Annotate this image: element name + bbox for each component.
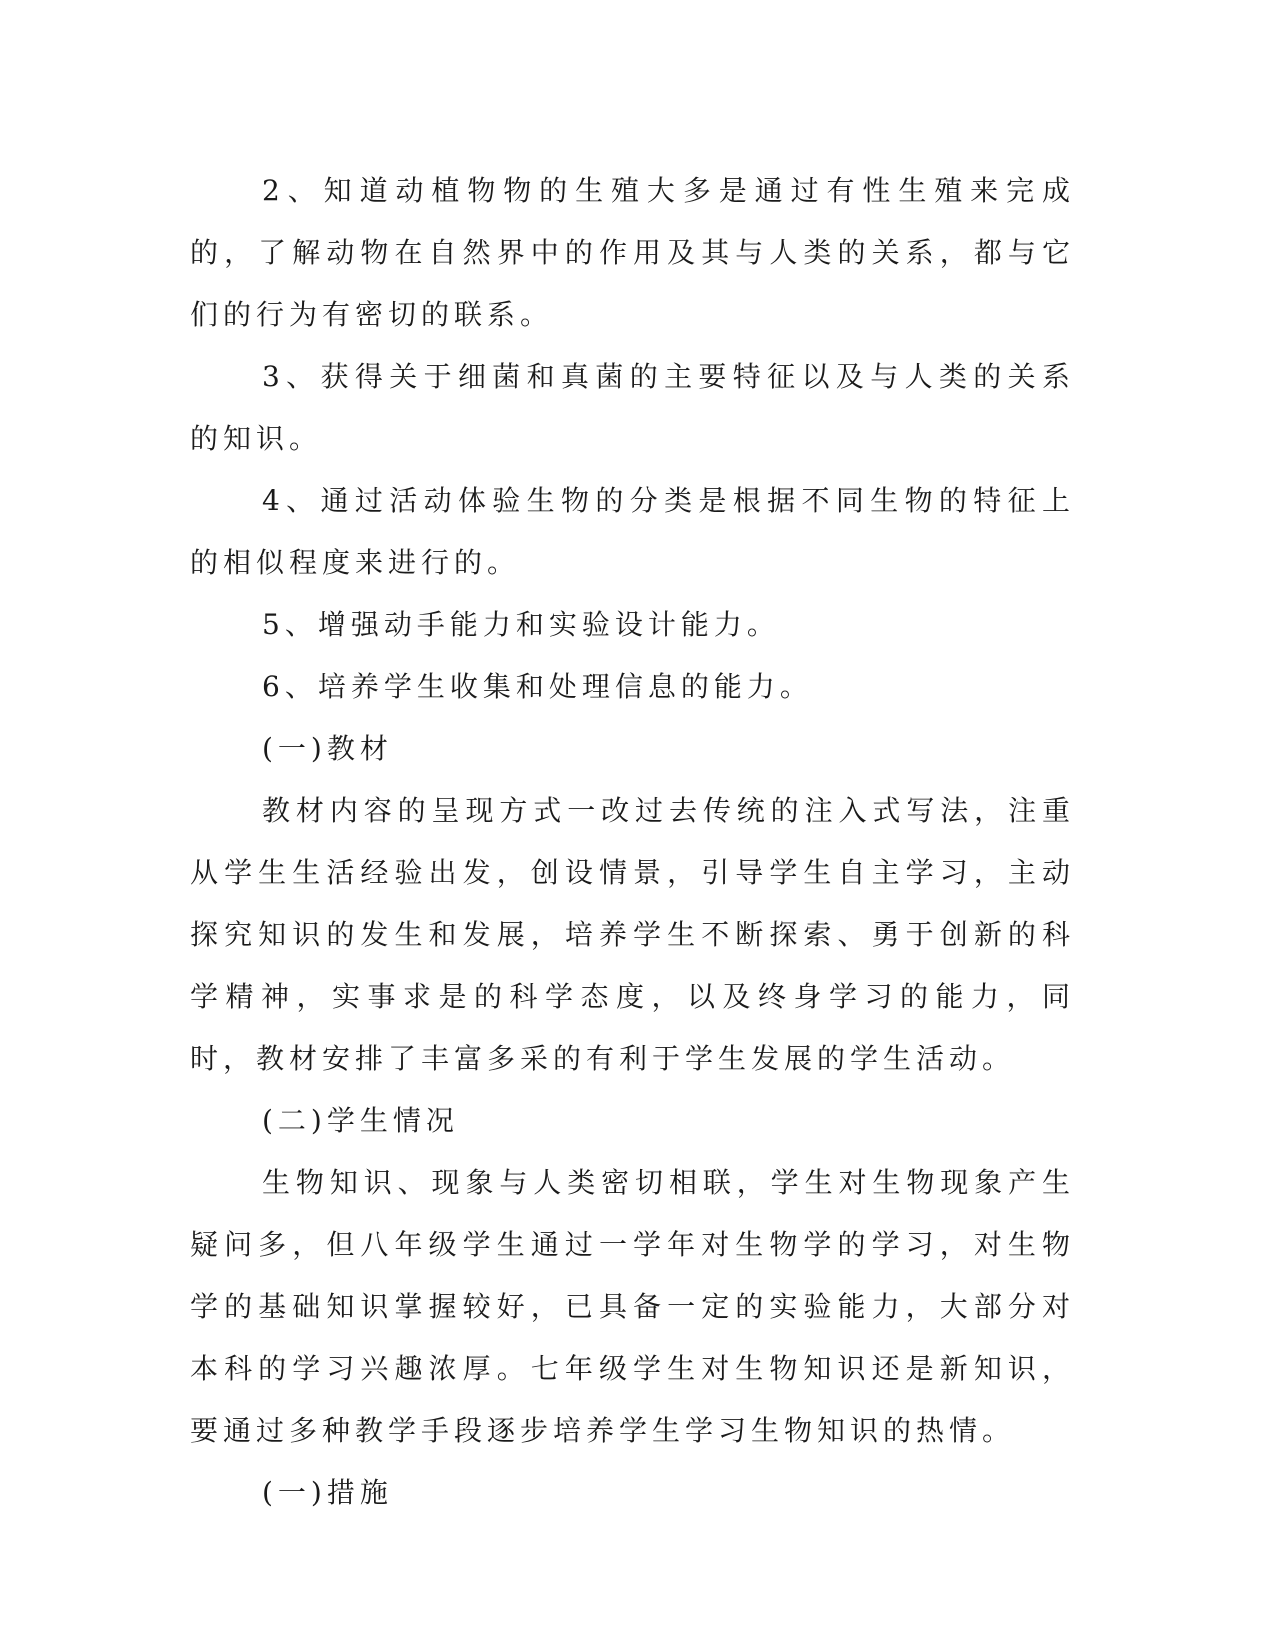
- paragraph-objective-4: 4、通过活动体验生物的分类是根据不同生物的特征上的相似程度来进行的。: [190, 484, 1075, 579]
- section-heading-students: (二)学生情况: [262, 1104, 459, 1137]
- paragraph-objective-6: 6、培养学生收集和处理信息的能力。: [262, 670, 813, 703]
- paragraph-objective-2: 2、知道动植物物的生殖大多是通过有性生殖来完成的，了解动物在自然界中的作用及其与人类的关系，都与它们的行为有密切的联系。: [190, 174, 1075, 331]
- section-heading-textbook: (一)教材: [262, 732, 393, 765]
- paragraph-objective-5: 5、增强动手能力和实验设计能力。: [262, 608, 780, 641]
- paragraph-students: 生物知识、现象与人类密切相联，学生对生物现象产生疑问多，但八年级学生通过一学年对生物学的学习，对生物学的基础知识掌握较好，已具备一定的实验能力，大部分对本科的学习兴趣浓厚。七年级学生对生物知识还是新知识，要通过多种教学手段逐步培养学生学习生物知识的热情。: [190, 1166, 1075, 1447]
- document-body: [190, 160, 1075, 1524]
- section-heading-measures: (一)措施: [262, 1476, 393, 1509]
- paragraph-objective-3: 3、获得关于细菌和真菌的主要特征以及与人类的关系的知识。: [190, 360, 1075, 455]
- paragraph-textbook: 教材内容的呈现方式一改过去传统的注入式写法，注重从学生生活经验出发，创设情景，引导学生自主学习，主动探究知识的发生和发展，培养学生不断探索、勇于创新的科学精神，实事求是的科学态度，以及终身学习的能力，同时，教材安排了丰富多采的有利于学生发展的学生活动。: [190, 794, 1075, 1075]
